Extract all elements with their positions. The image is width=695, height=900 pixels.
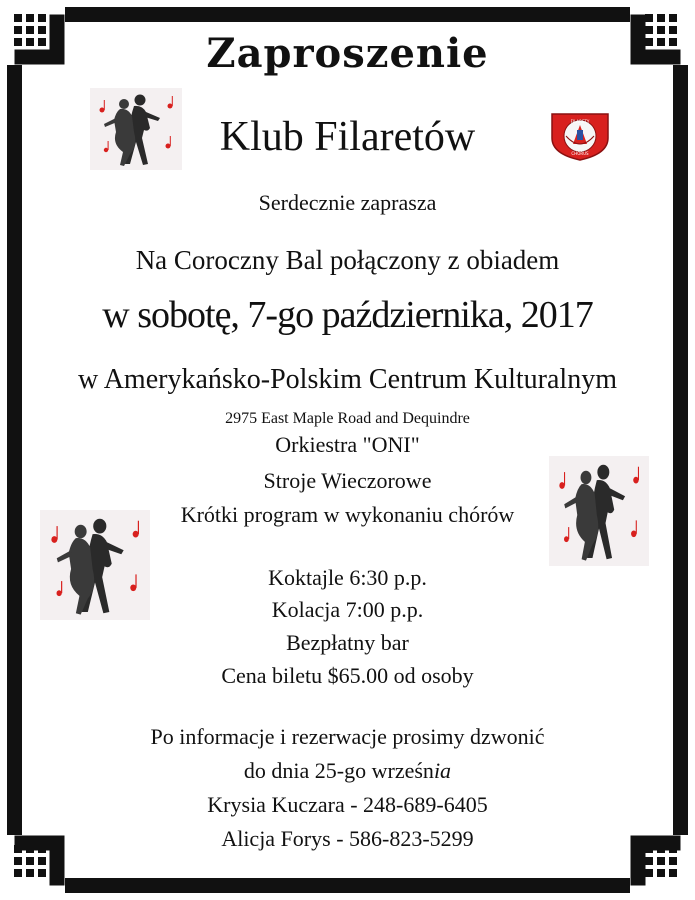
dancing-couple-icon [549,456,649,566]
corner-grid-square [38,869,46,877]
corner-grid-square [14,857,22,865]
corner-grid-square [645,14,653,22]
contact-line: Krysia Kuczara - 248-689-6405 [207,792,488,817]
corner-grid-square [14,869,22,877]
venue-line: w Amerykańsko-Polskim Centrum Kulturalnym [78,364,617,395]
bar-line: Bezpłatny bar [286,630,409,655]
event-line: Na Coroczny Bal połączony z obiadem [135,245,560,275]
deadline-text-italic: ia [433,758,452,783]
invite-line: Serdecznie zaprasza [258,190,437,215]
corner-grid-square [26,14,34,22]
orchestra-line: Orkiestra "ONI" [275,432,420,457]
address-line: 2975 East Maple Road and Dequindre [225,410,470,427]
corner-grid-square [657,869,665,877]
corner-grid-square [669,869,677,877]
corner-grid-square [26,869,34,877]
logo-bottom-text: CHÓRUS [571,151,589,156]
dinner-line: Kolacja 7:00 p.p. [271,597,424,622]
corner-grid-square [38,857,46,865]
deadline-line [0,758,695,784]
club-logo [548,110,612,162]
corner-grid-square [669,14,677,22]
club-name: Klub Filaretów [219,114,476,160]
info-line: Po informacje i rezerwacje prosimy dzwonić [150,724,545,749]
corner-grid-square [645,857,653,865]
corner-grid-square [26,857,34,865]
corner-grid-square [657,857,665,865]
corner-grid-square [38,14,46,22]
corner-grid-square [645,869,653,877]
corner-grid-square [657,14,665,22]
dancing-couple-icon [90,88,182,170]
cocktails-line: Koktajle 6:30 p.p. [268,565,427,590]
dancing-couple-icon [40,510,150,620]
deadline-text: do dnia 25-go wrześn [243,758,434,783]
logo-top-text: FILARETY [570,119,590,124]
corner-grid-square [669,857,677,865]
dress-code-line: Stroje Wieczorowe [263,468,432,493]
invitation-title: Zaproszenie [206,30,489,77]
price-line: Cena biletu $65.00 od osoby [221,663,474,688]
event-date: w sobotę, 7-go października, 2017 [102,294,593,336]
corner-grid-square [14,14,22,22]
program-line: Krótki program w wykonaniu chórów [180,502,515,527]
contact-line: Alicja Forys - 586-823-5299 [221,826,474,851]
